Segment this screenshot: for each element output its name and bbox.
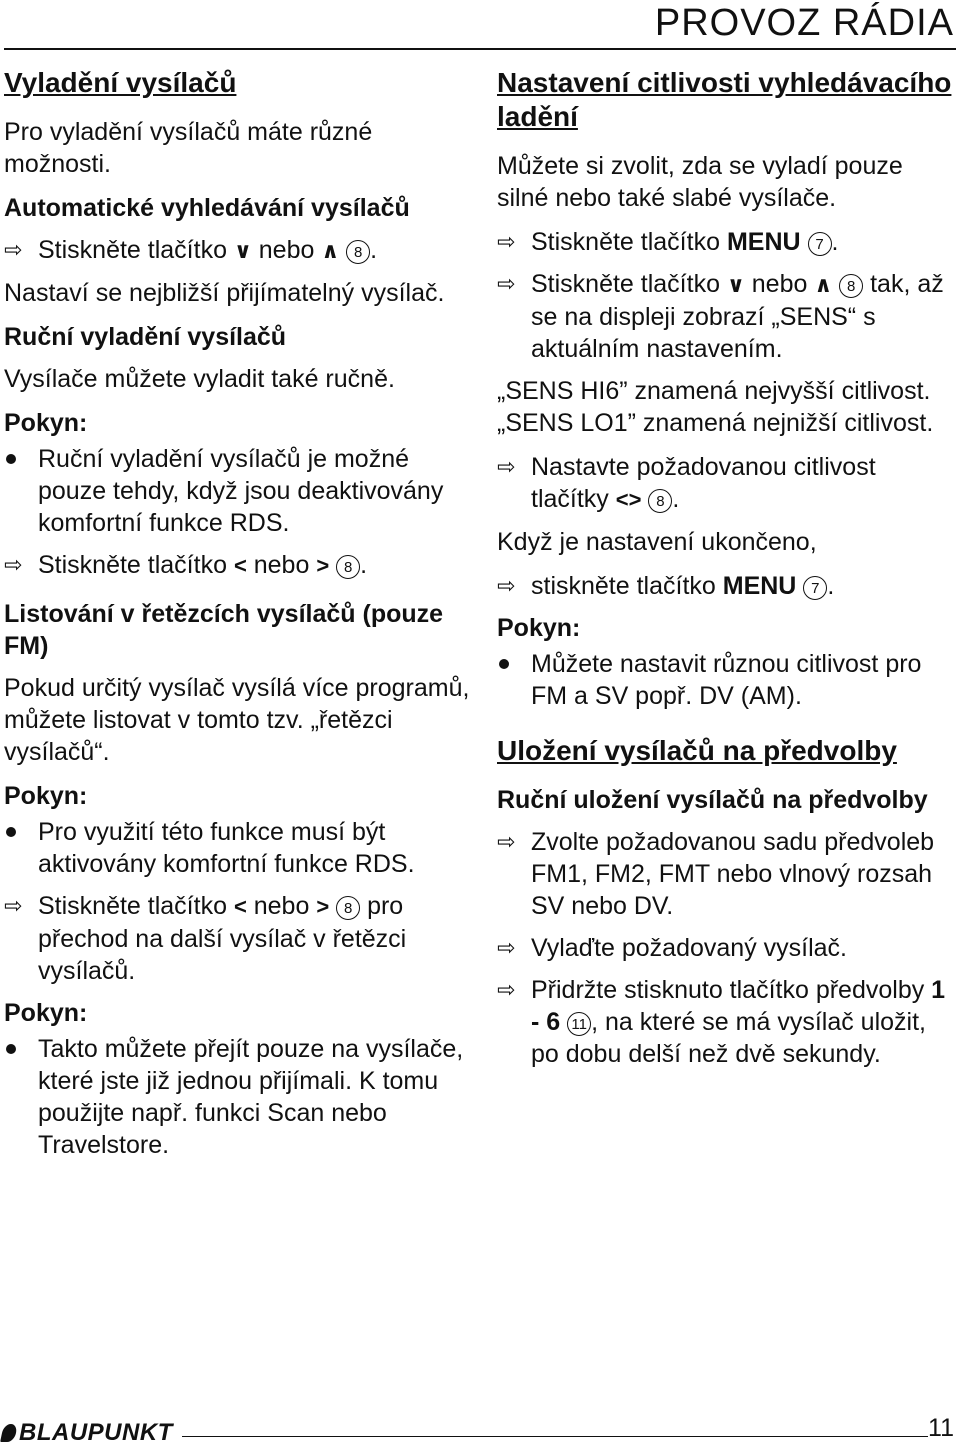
down-arrow-icon: ∨: [726, 272, 745, 297]
page-section-title: PROVOZ RÁDIA: [654, 2, 954, 44]
note-item: Můžete nastavit různou citlivost pro FM a SV popř. DV (AM).: [497, 648, 959, 712]
header-divider: [4, 48, 956, 50]
station-chains-text: Pokud určitý vysílač vysílá více programů, můžete listovat v tomto tzv. „řetězci vysílačů“.: [4, 674, 470, 766]
manual-tuning-step: ⇨ Stiskněte tlačítko < nebo > 8 .: [4, 551, 368, 579]
heading-manual-tuning: Ruční vyladění vysílačů: [4, 323, 287, 351]
up-arrow-icon: ∧: [814, 272, 833, 297]
step-arrow-icon: ⇨: [497, 829, 516, 854]
preset-step-select-bank: ⇨ Zvolte požadovanou sadu předvoleb FM1, FM2, FMT nebo vlnový rozsah SV nebo DV.: [497, 828, 935, 920]
sensitivity-step-select: ⇨ Stiskněte tlačítko ∨ nebo ∧ 8 tak, až se na displeji zobrazí „SENS“ s aktuálním nastavením.: [497, 270, 944, 363]
step-arrow-icon: ⇨: [497, 229, 516, 254]
heading-manual-save: Ruční uložení vysílačů na předvolby: [497, 786, 928, 814]
heading-station-chains: Listování v řetězcích vysílačů (pouze FM): [4, 600, 444, 660]
preset-step-tune: ⇨ Vylaďte požadovaný vysílač.: [497, 934, 847, 962]
bullet-icon: [6, 1044, 16, 1054]
step-arrow-icon: ⇨: [497, 454, 516, 479]
step-arrow-icon: ⇨: [497, 935, 516, 960]
brand-logo: BLAUPUNKT: [2, 1419, 173, 1447]
bullet-icon: [6, 827, 16, 837]
sens-low-text: „SENS LO1” znamená nejnižší citlivost.: [497, 409, 934, 437]
auto-search-step: ⇨ Stiskněte tlačítko ∨ nebo ∧ 8 .: [4, 236, 378, 264]
right-arrow-icon: >: [316, 553, 330, 578]
button-number-badge: 7: [803, 576, 827, 600]
left-arrow-icon: <: [233, 553, 247, 578]
note-label: Pokyn:: [497, 614, 581, 642]
note-label: Pokyn:: [4, 999, 88, 1027]
left-right-arrows-icon: <>: [615, 487, 642, 512]
heading-auto-search: Automatické vyhledávání vysílačů: [4, 194, 410, 222]
right-column: [497, 60, 959, 1080]
auto-search-result: Nastaví se nejbližší přijímatelný vysílač.: [4, 279, 445, 307]
step-arrow-icon: ⇨: [497, 977, 516, 1002]
heading-save-presets: Uložení vysílačů na předvolby: [497, 735, 897, 766]
footer-divider: [182, 1436, 928, 1437]
step-arrow-icon: ⇨: [4, 552, 23, 577]
up-arrow-icon: ∧: [321, 238, 340, 263]
station-chains-step: ⇨ Stiskněte tlačítko < nebo > 8 pro přechod na další vysílač v řetězci vysílačů.: [4, 892, 407, 985]
down-arrow-icon: ∨: [233, 238, 252, 263]
sensitivity-step-adjust: ⇨ Nastavte požadovanou citlivost tlačítky <> 8 .: [497, 453, 876, 513]
sens-high-text: „SENS HI6” znamená nejvyšší citlivost.: [497, 377, 931, 405]
button-number-badge: 8: [839, 274, 863, 298]
heading-search-sensitivity: Nastavení citlivosti vyhledávacího ladění: [497, 67, 952, 132]
button-number-badge: 8: [336, 896, 360, 920]
button-number-badge: 7: [808, 232, 832, 256]
step-arrow-icon: ⇨: [4, 237, 23, 262]
button-number-badge: 11: [567, 1012, 591, 1036]
sensitivity-done-text: Když je nastavení ukončeno,: [497, 528, 817, 556]
button-number-badge: 8: [346, 240, 370, 264]
note-item: Takto můžete přejít pouze na vysílače, které jste již jednou přijímali. K tomu použijte např. funkci Scan nebo Travelstore.: [4, 1033, 474, 1161]
note-label: Pokyn:: [4, 782, 88, 810]
left-column: [4, 60, 474, 1171]
manual-tuning-text: Vysílače můžete vyladit také ručně.: [4, 365, 395, 393]
note-label: Pokyn:: [4, 409, 88, 437]
bullet-icon: [6, 454, 16, 464]
button-number-badge: 8: [336, 555, 360, 579]
sensitivity-step-confirm: ⇨ stiskněte tlačítko MENU 7 .: [497, 572, 835, 600]
button-number-badge: 8: [648, 489, 672, 513]
step-arrow-icon: ⇨: [497, 271, 516, 296]
note-item: Pro využití této funkce musí být aktivovány komfortní funkce RDS.: [4, 816, 474, 880]
page-number: 11: [928, 1414, 954, 1442]
sensitivity-intro: Můžete si zvolit, zda se vyladí pouze silné nebo také slabé vysílače.: [497, 152, 903, 212]
logo-mark-icon: [0, 1424, 18, 1442]
step-arrow-icon: ⇨: [497, 573, 516, 598]
sensitivity-step-menu: ⇨ Stiskněte tlačítko MENU 7 .: [497, 228, 839, 256]
preset-step-hold: ⇨ Přidržte stisknuto tlačítko předvolby 1 - 6 11 , na které se má vysílač uložit, po dobu delší než dvě sekundy.: [497, 976, 946, 1068]
heading-station-tuning: Vyladění vysílačů: [4, 67, 237, 98]
note-item: Ruční vyladění vysílačů je možné pouze tehdy, když jsou deaktivovány komfortní funkce RDS.: [4, 443, 474, 539]
step-arrow-icon: ⇨: [4, 893, 23, 918]
left-arrow-icon: <: [233, 894, 247, 919]
tuning-intro: Pro vyladění vysílačů máte různé možnosti.: [4, 118, 373, 178]
bullet-icon: [499, 659, 509, 669]
right-arrow-icon: >: [316, 894, 330, 919]
